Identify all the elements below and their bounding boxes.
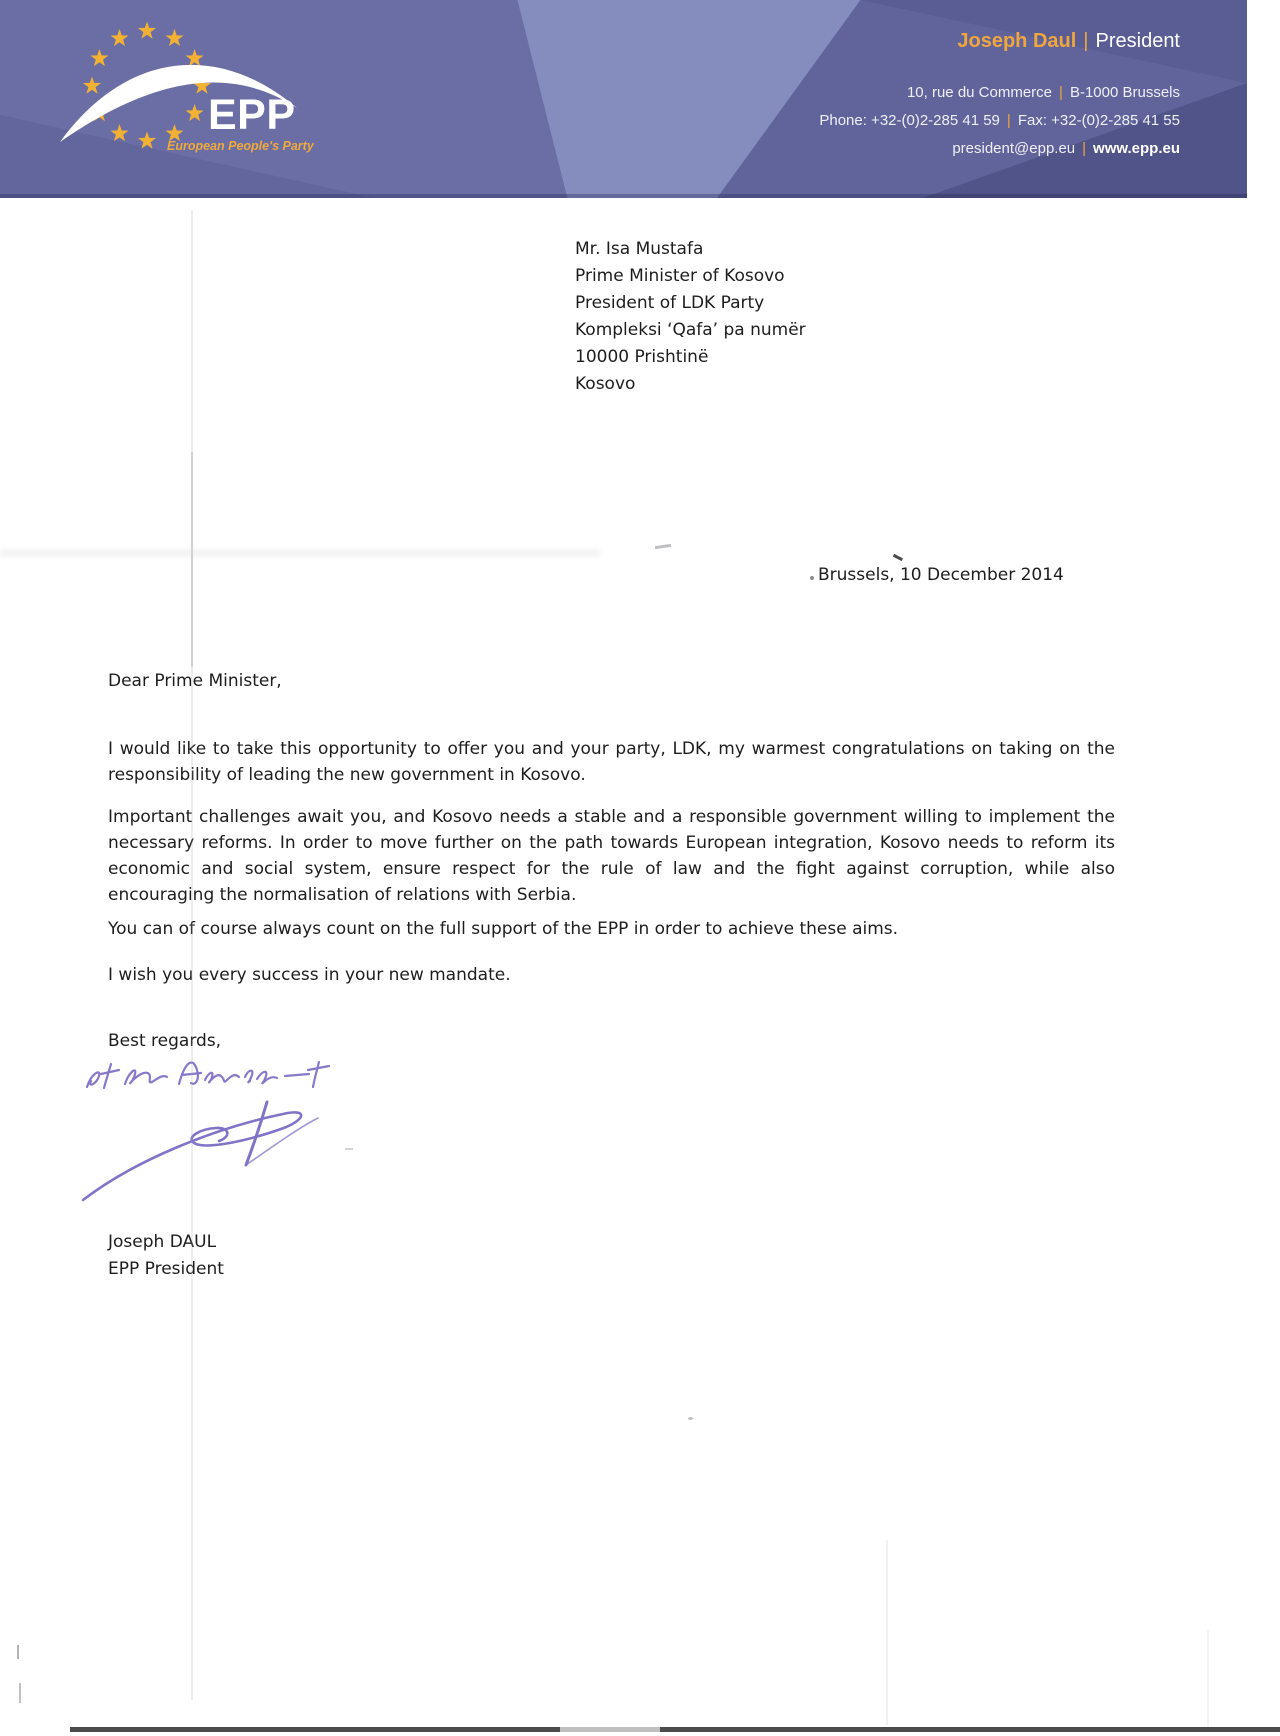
email-web-line: president@epp.eu | www.epp.eu <box>952 140 1180 157</box>
scan-smudge <box>0 549 600 557</box>
dateline: Brussels, 10 December 2014 <box>818 565 1064 585</box>
recipient-line: Mr. Isa Mustafa <box>575 239 704 259</box>
scan-mark <box>345 1148 353 1150</box>
president-name: Joseph Daul <box>957 30 1077 52</box>
president-name-line <box>957 30 1180 53</box>
phone-fax-line: Phone: +32-(0)2-285 41 59 | Fax: +32-(0)2-285 41 55 <box>819 112 1180 129</box>
email-address: president@epp.eu <box>952 140 1076 157</box>
body-paragraph: I wish you every success in your new mandate. <box>108 965 511 985</box>
letterhead-banner <box>0 0 1247 198</box>
closing-phrase: Best regards, <box>108 1031 222 1051</box>
recipient-line: Kompleksi ‘Qafa’ pa numër <box>575 320 806 340</box>
scanner-streak <box>191 452 193 667</box>
scanner-streak <box>191 210 193 1700</box>
scanner-edge-gap <box>560 1727 660 1732</box>
scanner-streak <box>886 1540 888 1725</box>
scanner-edge-bar <box>70 1727 1280 1732</box>
body-paragraph: Important challenges await you, and Kosovo needs a stable and a responsible government willing to implement the necessary reforms. In order to move further on the path towards European integration, Kosovo needs to reform its economic and social system, ensure respect for the rule of law and the fight against corruption, while also encouraging the normalisation of relations with Serbia. <box>108 807 1115 905</box>
recipient-address-block <box>575 236 806 398</box>
recipient-line: President of LDK Party <box>575 293 765 313</box>
scan-mark <box>19 1683 21 1703</box>
handwritten-note-and-signature <box>55 1032 385 1232</box>
recipient-line: 10000 Prishtinë <box>575 347 709 367</box>
body-paragraph: You can of course always count on the full support of the EPP in order to achieve these aims. <box>108 919 899 939</box>
scan-mark <box>893 554 903 561</box>
recipient-line: Prime Minister of Kosovo <box>575 266 785 286</box>
handwritten-note <box>87 1062 329 1088</box>
logo-tagline: European People's Party <box>167 139 314 153</box>
salutation: Dear Prime Minister, <box>108 671 282 691</box>
separator: | <box>1083 30 1089 52</box>
signature-block <box>108 1229 224 1283</box>
signature-name: Joseph DAUL <box>108 1232 217 1252</box>
scan-mark <box>688 1417 693 1420</box>
scanner-streak <box>1207 1630 1209 1730</box>
website-url: www.epp.eu <box>1093 140 1180 157</box>
signature-scribble <box>83 1102 318 1200</box>
recipient-line: Kosovo <box>575 374 636 394</box>
contact-block <box>819 79 1180 163</box>
logo-acronym: EPP <box>208 91 296 139</box>
body-paragraph: I would like to take this opportunity to offer you and your party, LDK, my warmest congratulations on taking on the responsibility of leading the new government in Kosovo. <box>108 739 1115 785</box>
scan-mark <box>810 576 814 580</box>
header-bottom-edge <box>0 194 1247 198</box>
president-title: President <box>1095 30 1180 52</box>
scan-mark <box>655 544 671 549</box>
signature-title: EPP President <box>108 1259 224 1279</box>
address-line: 10, rue du Commerce | B-1000 Brussels <box>906 84 1180 101</box>
scan-mark <box>17 1645 19 1659</box>
